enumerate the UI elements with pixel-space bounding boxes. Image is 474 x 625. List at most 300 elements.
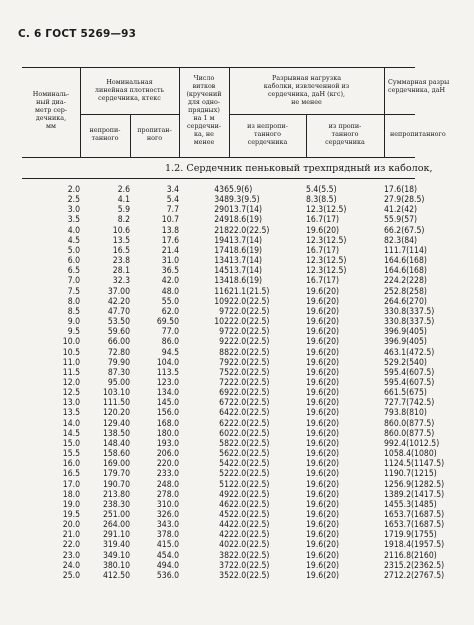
table-cell: 22.0(22.5) [229, 357, 270, 368]
table-cell: 92 [219, 337, 229, 348]
table-cell: 12.3(12.5) [306, 256, 347, 267]
table-row [22, 337, 415, 347]
table-cell: 22.0(22.5) [229, 306, 270, 317]
table-cell: 18.6(19) [229, 245, 263, 256]
col-twists: Число витков (кручений для одно- прядных) на 1 м сердечни- ка, не менее [186, 74, 222, 146]
table-cell: 42.0 [161, 276, 179, 287]
table-cell: 19.6(20) [306, 367, 340, 378]
table-cell: 220.0 [156, 459, 179, 470]
col-total-group: Суммарная разры сердечника, даН [388, 78, 450, 94]
table-cell: 536.0 [156, 570, 179, 581]
table-cell: 19.6(20) [306, 225, 340, 236]
table-cell: 22.0(22.5) [229, 520, 270, 531]
table-cell: 32.3 [112, 276, 130, 287]
table-cell: 20.0 [62, 520, 80, 531]
table-cell: 412.50 [102, 570, 130, 581]
table-row [22, 561, 415, 571]
table-cell: 13.7(14) [229, 205, 263, 216]
table-cell: 66.00 [107, 337, 130, 348]
table-cell: 278.0 [156, 489, 179, 500]
table-cell: 264.6(270) [384, 296, 427, 307]
table-cell: 36.5 [161, 266, 179, 277]
table-cell: 22.0(22.5) [229, 367, 270, 378]
table-cell: 16.7(17) [306, 245, 340, 256]
table-row [22, 378, 415, 388]
table-cell: 22.0(22.5) [229, 540, 270, 551]
table-row [22, 205, 415, 215]
table-cell: 1455.3(1485) [384, 499, 437, 510]
table-cell: 22.0(22.5) [229, 438, 270, 449]
table-cell: 49 [219, 489, 229, 500]
table-cell: 3.4 [166, 185, 179, 195]
table-cell: 396.9(405) [384, 327, 427, 338]
table-cell: 7.5 [67, 286, 80, 297]
section-title: 1.2. Сердечник пеньковый трехпрядный из каболок, [165, 163, 433, 174]
col-total-unimpregnated: непропитанного [390, 130, 446, 138]
table-cell: 17.0 [62, 479, 80, 490]
table-cell: 19.6(20) [306, 489, 340, 500]
table-cell: 88 [219, 347, 229, 358]
table-cell: 22.0 [62, 540, 80, 551]
table-cell: 10.5 [62, 347, 80, 358]
table-cell: 31.0 [161, 256, 179, 267]
table-cell: 310.0 [156, 499, 179, 510]
table-cell: 19.6(20) [306, 428, 340, 439]
table-row [22, 215, 415, 225]
table-cell: 45 [219, 510, 229, 520]
table-cell: 9.5 [67, 327, 80, 338]
table-row [22, 520, 415, 530]
table-cell: 12.5 [62, 388, 80, 399]
table-cell: 1124.5(1147.5) [384, 459, 445, 470]
table-row [22, 297, 415, 307]
header-rule [22, 157, 415, 158]
table-cell: 463.1(472.5) [384, 347, 435, 358]
table-cell: 69 [219, 388, 229, 399]
table-cell: 40 [219, 540, 229, 551]
col-diameter: Номиналь- ный диа- метр сер- дечника, мм [32, 90, 70, 130]
table-row [22, 185, 415, 195]
table-cell: 27.9(28.5) [384, 195, 425, 206]
data-table [22, 185, 445, 581]
table-cell: 252.8(258) [384, 286, 427, 297]
table-cell: 8.3(8.5) [306, 195, 337, 206]
table-cell: 3.0 [67, 205, 80, 216]
table-cell: 4.1 [117, 195, 130, 206]
table-cell: 42.20 [107, 296, 130, 307]
table-header [22, 67, 450, 158]
table-cell: 22.0(22.5) [229, 418, 270, 429]
table-cell: 6.0 [67, 256, 80, 267]
col-density-group: Номинальная линейная плотность сердечника, ктекс [94, 78, 165, 102]
table-row [22, 368, 415, 378]
table-cell: 2.0 [67, 185, 80, 195]
table-cell: 22.0(22.5) [229, 499, 270, 510]
table-row [22, 429, 415, 439]
table-cell: 22.0(22.5) [229, 530, 270, 541]
table-cell: 72.80 [107, 347, 130, 358]
table-cell: 7.0 [67, 276, 80, 287]
table-cell: 14.5 [62, 428, 80, 439]
table-row [22, 327, 415, 337]
table-cell: 15.0 [62, 438, 80, 449]
table-cell: 15.5 [62, 449, 80, 460]
table-cell: 238.30 [102, 499, 130, 510]
table-cell: 8.0 [67, 296, 80, 307]
table-cell: 22.0(22.5) [229, 327, 270, 338]
table-cell: 380.10 [102, 560, 130, 571]
table-cell: 10.6 [112, 225, 130, 236]
table-cell: 190.70 [102, 479, 130, 490]
table-cell: 42 [219, 530, 229, 541]
table-cell: 86.0 [161, 337, 179, 348]
table-cell: 145.0 [156, 398, 179, 409]
table-cell: 6.5 [67, 266, 80, 277]
table-cell: 174 [214, 245, 229, 256]
table-row [22, 358, 415, 368]
table-cell: 378.0 [156, 530, 179, 541]
table-cell: 19.6(20) [306, 459, 340, 470]
table-cell: 104.0 [156, 357, 179, 368]
table-cell: 16.5 [62, 469, 80, 480]
table-row [22, 287, 415, 297]
table-cell: 2.5 [67, 195, 80, 206]
table-cell: 19.6(20) [306, 377, 340, 388]
table-cell: 35 [219, 570, 229, 581]
table-cell: 180.0 [156, 428, 179, 439]
table-cell: 436 [214, 185, 229, 195]
table-cell: 16.5 [112, 245, 130, 256]
page-header: С. 6 ГОСТ 5269—93 [18, 28, 137, 40]
table-cell: 1058.4(1080) [384, 449, 437, 460]
table-cell: 11.5 [62, 367, 80, 378]
table-cell: 4.0 [67, 225, 80, 236]
table-cell: 19.6(20) [306, 469, 340, 480]
table-cell: 19.6(20) [306, 510, 340, 520]
table-cell: 164.6(168) [384, 266, 427, 277]
table-cell: 134 [214, 276, 229, 287]
table-cell: 60 [219, 428, 229, 439]
table-cell: 116 [214, 286, 229, 297]
table-cell: 22.0(22.5) [229, 428, 270, 439]
table-cell: 16.7(17) [306, 276, 340, 287]
table-row [22, 459, 415, 469]
table-cell: 19.5 [62, 510, 80, 520]
table-cell: 22.0(22.5) [229, 560, 270, 571]
table-cell: 12.0 [62, 377, 80, 388]
header-rule [80, 114, 179, 115]
table-row [22, 490, 415, 500]
table-cell: 19.6(20) [306, 499, 340, 510]
table-cell: 23.0 [62, 550, 80, 561]
table-cell: 22.0(22.5) [229, 398, 270, 409]
table-row [22, 571, 415, 581]
table-cell: 19.6(20) [306, 570, 340, 581]
table-cell: 19.6(20) [306, 357, 340, 368]
table-cell: 55.0 [161, 296, 179, 307]
table-cell: 64 [219, 408, 229, 419]
table-cell: 19.6(20) [306, 327, 340, 338]
table-cell: 415.0 [156, 540, 179, 551]
table-cell: 37.00 [107, 286, 130, 297]
table-cell: 19.6(20) [306, 438, 340, 449]
table-cell: 5.4 [166, 195, 179, 206]
table-cell: 330.8(337.5) [384, 306, 435, 317]
table-cell: 595.4(607.5) [384, 367, 435, 378]
table-cell: 22.0(22.5) [229, 489, 270, 500]
table-cell: 87.30 [107, 367, 130, 378]
table-cell: 56 [219, 449, 229, 460]
table-cell: 47.70 [107, 306, 130, 317]
table-cell: 145 [214, 266, 229, 277]
table-cell: 51 [219, 479, 229, 490]
table-cell: 38 [219, 550, 229, 561]
table-cell: 17.6(18) [384, 185, 418, 195]
table-row [22, 469, 415, 479]
table-cell: 22.0(22.5) [229, 347, 270, 358]
table-cell: 5.0 [67, 245, 80, 256]
table-cell: 5.4(5.5) [306, 185, 337, 195]
col-break-group: Разрывная нагрузка каболки, извлеченной из сердечника, даН (кгс), не менее [263, 74, 350, 106]
table-row [22, 348, 415, 358]
table-cell: 206.0 [156, 449, 179, 460]
table-row [22, 480, 415, 490]
table-cell: 129.40 [102, 418, 130, 429]
table-cell: 111.7(114) [384, 245, 427, 256]
table-cell: 1190.7(1215) [384, 469, 437, 480]
table-cell: 22.0(22.5) [229, 570, 270, 581]
table-row [22, 449, 415, 459]
table-cell: 19.6(20) [306, 398, 340, 409]
table-cell: 19.6(20) [306, 388, 340, 399]
col-break-impregnated: из пропи- танного сердечника [325, 122, 365, 146]
table-row [22, 510, 415, 520]
table-cell: 224.2(228) [384, 276, 427, 287]
table-cell: 95.00 [107, 377, 130, 388]
table-cell: 12.3(12.5) [306, 205, 347, 216]
table-cell: 5.9(6) [229, 185, 253, 195]
table-cell: 25.0 [62, 570, 80, 581]
table-cell: 8.5 [67, 306, 80, 317]
table-cell: 248.0 [156, 479, 179, 490]
table-cell: 62.0 [161, 306, 179, 317]
table-cell: 158.60 [102, 449, 130, 460]
table-cell: 13.7(14) [229, 235, 263, 246]
table-row [22, 195, 415, 205]
table-cell: 18.6(19) [229, 215, 263, 226]
table-cell: 494.0 [156, 560, 179, 571]
table-cell: 13.5 [112, 235, 130, 246]
table-cell: 21.0 [62, 530, 80, 541]
table-cell: 19.0 [62, 499, 80, 510]
table-cell: 12.3(12.5) [306, 266, 347, 277]
table-cell: 12.3(12.5) [306, 235, 347, 246]
header-rule [229, 114, 415, 115]
table-cell: 1256.9(1282.5) [384, 479, 445, 490]
table-cell: 22.0(22.5) [229, 408, 270, 419]
table-cell: 291.10 [102, 530, 130, 541]
table-cell: 19.6(20) [306, 550, 340, 561]
col-density-unimpregnated: непропи- танного [89, 126, 121, 142]
table-cell: 37 [219, 560, 229, 571]
table-cell: 19.6(20) [306, 530, 340, 541]
table-row [22, 551, 415, 561]
table-cell: 19.6(20) [306, 540, 340, 551]
table-cell: 23.8 [112, 256, 130, 267]
table-cell: 168.0 [156, 418, 179, 429]
table-cell: 19.6(20) [306, 418, 340, 429]
table-cell: 79 [219, 357, 229, 368]
table-row [22, 236, 415, 246]
table-cell: 123.0 [156, 377, 179, 388]
table-cell: 1389.2(1417.5) [384, 489, 445, 500]
table-cell: 19.6(20) [306, 347, 340, 358]
table-cell: 251.00 [102, 510, 130, 520]
table-row [22, 246, 415, 256]
table-row [22, 307, 415, 317]
table-cell: 1653.7(1687.5) [384, 510, 445, 520]
table-cell: 179.70 [102, 469, 130, 480]
table-cell: 66.2(67.5) [384, 225, 425, 236]
table-cell: 992.4(1012.5) [384, 438, 440, 449]
table-cell: 19.6(20) [306, 479, 340, 490]
table-cell: 22.0(22.5) [229, 388, 270, 399]
table-cell: 19.6(20) [306, 296, 340, 307]
table-row [22, 317, 415, 327]
table-cell: 319.40 [102, 540, 130, 551]
table-cell: 19.6(20) [306, 560, 340, 571]
table-cell: 16.7(17) [306, 215, 340, 226]
table-cell: 454.0 [156, 550, 179, 561]
table-cell: 169.00 [102, 459, 130, 470]
table-cell: 55.9(57) [384, 215, 418, 226]
table-cell: 1918.4(1957.5) [384, 540, 445, 551]
table-cell: 58 [219, 438, 229, 449]
table-cell: 62 [219, 418, 229, 429]
table-cell: 75 [219, 367, 229, 378]
table-cell: 19.6(20) [306, 520, 340, 531]
table-cell: 19.6(20) [306, 317, 340, 328]
table-cell: 860.0(877.5) [384, 418, 435, 429]
table-cell: 22.0(22.5) [229, 449, 270, 460]
table-cell: 79.90 [107, 357, 130, 368]
table-cell: 7.7 [166, 205, 179, 216]
table-cell: 661.5(675) [384, 388, 427, 399]
table-cell: 54 [219, 459, 229, 470]
table-cell: 94.5 [161, 347, 179, 358]
table-cell: 218 [214, 225, 229, 236]
table-cell: 193.0 [156, 438, 179, 449]
table-cell: 13.0 [62, 398, 80, 409]
table-cell: 3.5 [67, 215, 80, 226]
table-row [22, 419, 415, 429]
table-cell: 77.0 [161, 327, 179, 338]
table-cell: 21.1(21.5) [229, 286, 270, 297]
table-cell: 21.4 [161, 245, 179, 256]
table-cell: 22.0(22.5) [229, 337, 270, 348]
table-cell: 44 [219, 520, 229, 531]
table-cell: 22.0(22.5) [229, 459, 270, 470]
table-cell: 52 [219, 469, 229, 480]
table-cell: 10.0 [62, 337, 80, 348]
table-cell: 82.3(84) [384, 235, 418, 246]
table-cell: 595.4(607.5) [384, 377, 435, 388]
table-cell: 22.0(22.5) [229, 317, 270, 328]
table-cell: 326.0 [156, 510, 179, 520]
table-row [22, 540, 415, 550]
table-cell: 59.60 [107, 327, 130, 338]
table-cell: 10.7 [161, 215, 179, 226]
table-cell: 19.6(20) [306, 306, 340, 317]
table-cell: 17.6 [161, 235, 179, 246]
table-cell: 1719.9(1755) [384, 530, 437, 541]
table-cell: 18.0 [62, 489, 80, 500]
table-cell: 19.6(20) [306, 449, 340, 460]
table-cell: 138.50 [102, 428, 130, 439]
table-cell: 860.0(877.5) [384, 428, 435, 439]
table-cell: 41.2(42) [384, 205, 418, 216]
table-row [22, 388, 415, 398]
table-cell: 233.0 [156, 469, 179, 480]
table-cell: 349.10 [102, 550, 130, 561]
table-row [22, 530, 415, 540]
table-cell: 529.2(540) [384, 357, 427, 368]
table-cell: 194 [214, 235, 229, 246]
table-row [22, 256, 415, 266]
table-cell: 109 [214, 296, 229, 307]
table-cell: 727.7(742.5) [384, 398, 435, 409]
table-cell: 67 [219, 398, 229, 409]
table-cell: 4.5 [67, 235, 80, 246]
section-rule [22, 178, 415, 179]
table-cell: 22.0(22.5) [229, 469, 270, 480]
table-cell: 2712.2(2767.5) [384, 570, 445, 581]
table-cell: 113.5 [156, 367, 179, 378]
table-cell: 16.0 [62, 459, 80, 470]
table-cell: 19.6(20) [306, 286, 340, 297]
col-break-unimpregnated: из непропи- танного сердечника [247, 122, 288, 146]
table-cell: 8.2 [117, 215, 130, 226]
table-cell: 19.6(20) [306, 408, 340, 419]
table-cell: 18.6(19) [229, 276, 263, 287]
table-cell: 343.0 [156, 520, 179, 531]
table-row [22, 408, 415, 418]
table-cell: 120.20 [102, 408, 130, 419]
table-cell: 22.0(22.5) [229, 377, 270, 388]
table-cell: 69.50 [156, 317, 179, 328]
table-cell: 264.00 [102, 520, 130, 531]
table-cell: 148.40 [102, 438, 130, 449]
table-cell: 2116.8(2160) [384, 550, 437, 561]
table-cell: 97 [219, 327, 229, 338]
table-cell: 13.7(14) [229, 266, 263, 277]
table-cell: 396.9(405) [384, 337, 427, 348]
table-cell: 22.0(22.5) [229, 550, 270, 561]
table-cell: 22.0(22.5) [229, 510, 270, 520]
table-cell: 134.0 [156, 388, 179, 399]
table-cell: 330.8(337.5) [384, 317, 435, 328]
table-cell: 213.80 [102, 489, 130, 500]
table-cell: 53.50 [107, 317, 130, 328]
table-cell: 22.0(22.5) [229, 296, 270, 307]
table-cell: 348 [214, 195, 229, 206]
table-row [22, 226, 415, 236]
table-cell: 1653.7(1687.5) [384, 520, 445, 531]
table-cell: 13.5 [62, 408, 80, 419]
table-cell: 9.0 [67, 317, 80, 328]
table-cell: 11.0 [62, 357, 80, 368]
table-row [22, 398, 415, 408]
